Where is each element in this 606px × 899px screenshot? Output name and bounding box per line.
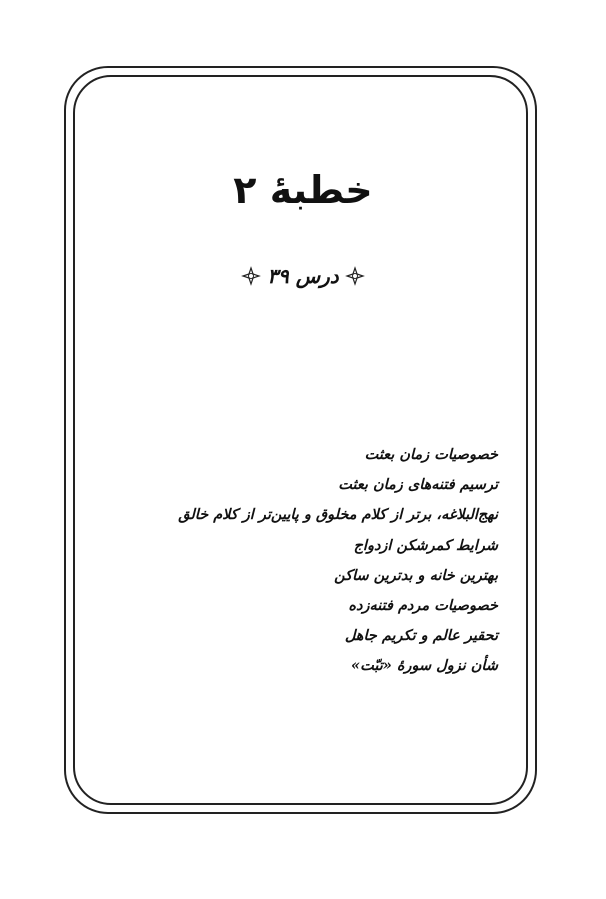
- lesson-number: درس ۳۹: [267, 264, 339, 288]
- topic-item: شأن نزول سورهٔ «تبّت»: [351, 657, 498, 675]
- right-ornament-icon: [345, 266, 365, 286]
- topics-list: [98, 440, 498, 682]
- page-title: خطبهٔ ۲: [233, 168, 373, 212]
- topic-item: بهترین خانه و بدترین ساکن: [334, 566, 498, 584]
- topic-item: شرایط کمرشکن ازدواج: [353, 536, 498, 554]
- lesson-heading: [0, 264, 606, 288]
- topic-item: خصوصیات زمان بعثت: [364, 446, 498, 463]
- topic-item: نهج‌البلاغه، برتر از کلام مخلوق و پایین‌تر از کلام خالق: [178, 506, 498, 524]
- topic-item: تحقیر عالم و تکریم جاهل: [344, 627, 498, 645]
- topic-item: خصوصیات مردم فتنه‌زده: [348, 596, 498, 614]
- left-ornament-icon: [241, 266, 261, 286]
- topic-item: ترسیم فتنه‌های زمان بعثت: [338, 476, 498, 494]
